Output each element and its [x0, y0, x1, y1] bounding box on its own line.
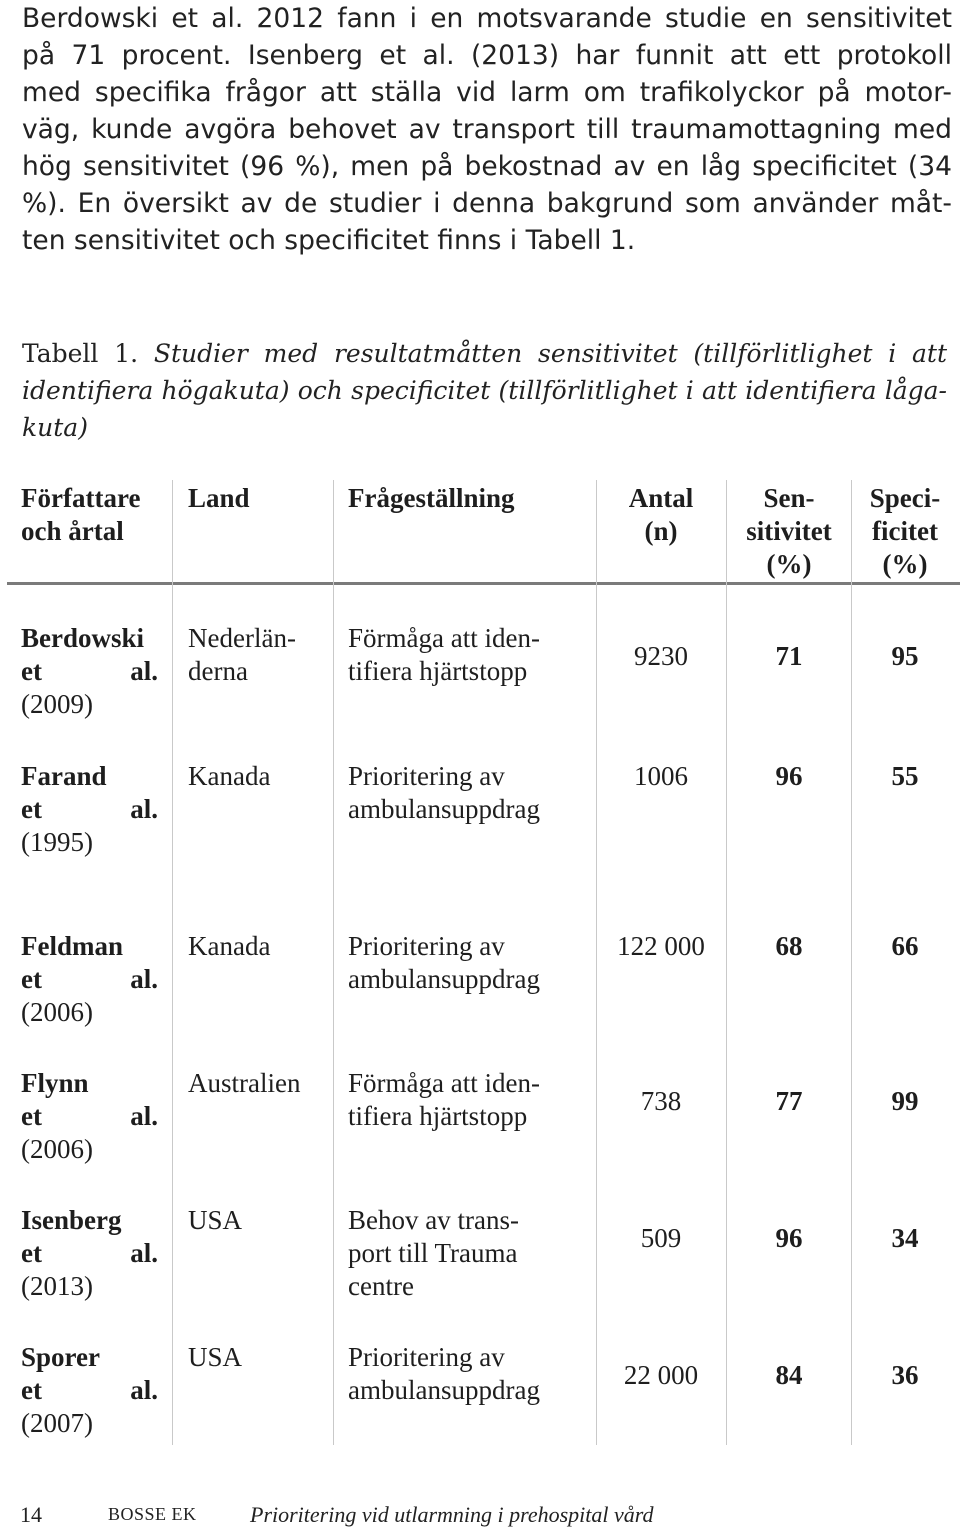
author-cell: Flynn	[21, 1068, 89, 1098]
author-cell: et al.	[21, 1238, 158, 1268]
header-specificity: (%)	[882, 549, 928, 579]
author-cell: (2013)	[21, 1271, 93, 1301]
intro-line: ten sensitivitet och specificitet finns i Tabell 1.	[22, 225, 636, 256]
author-cell: (2007)	[21, 1408, 93, 1438]
author-cell: (2009)	[21, 689, 93, 719]
country-cell: Kanada	[188, 931, 271, 961]
sensitivity-cell: 68	[775, 931, 803, 961]
author-cell: Isenberg	[21, 1205, 122, 1235]
intro-line: hög sensitivitet (96 %), men på bekostnad av en låg specificitet (34	[22, 151, 952, 182]
author-cell: Farand	[21, 761, 107, 791]
specificity-cell: 99	[891, 1086, 919, 1116]
question-cell: Prioritering av	[348, 931, 505, 961]
country-cell: Australien	[188, 1068, 301, 1098]
header-author: Författare	[21, 483, 141, 513]
author-cell: (2006)	[21, 1134, 93, 1164]
specificity-cell: 55	[891, 761, 919, 791]
question-cell: Prioritering av	[348, 761, 505, 791]
question-cell: ambulansuppdrag	[348, 1375, 540, 1405]
specificity-cell: 95	[891, 641, 919, 671]
sensitivity-cell: 71	[775, 641, 803, 671]
sensitivity-cell: 77	[775, 1086, 803, 1116]
header-sensitivity: Sen-	[763, 483, 815, 513]
question-cell: ambulansuppdrag	[348, 964, 540, 994]
header-count: Antal	[628, 483, 694, 513]
page-number: 14	[20, 1502, 42, 1527]
question-cell: Prioritering av	[348, 1342, 505, 1372]
author-cell: Berdowski	[21, 623, 145, 653]
sensitivity-cell: 84	[775, 1360, 803, 1390]
caption-line: identifiera högakuta) och specificitet (tillförlitlighet i att identifiera låga-	[22, 376, 947, 405]
column-separator	[172, 480, 173, 1445]
author-cell: (2006)	[21, 997, 93, 1027]
count-cell: 122 000	[617, 931, 705, 961]
question-cell: Förmåga att iden-	[348, 623, 540, 653]
author-cell: et al.	[21, 794, 158, 824]
author-cell: et al.	[21, 1375, 158, 1405]
specificity-cell: 66	[891, 931, 919, 961]
author-cell: et al.	[21, 1101, 158, 1131]
header-country: Land	[188, 483, 250, 513]
count-cell: 22 000	[623, 1360, 699, 1390]
footer-title: Prioritering vid utlarmning i prehospital vård	[250, 1502, 654, 1527]
caption-lead: Tabell 1.	[22, 339, 139, 368]
author-cell: (1995)	[21, 827, 93, 857]
header-author: och årtal	[21, 516, 124, 546]
count-cell: 509	[640, 1223, 682, 1253]
intro-line: väg, kunde avgöra behovet av transport till traumamottagning med	[22, 114, 952, 145]
question-cell: Behov av trans-	[348, 1205, 519, 1235]
author-cell: Feldman	[21, 931, 124, 961]
country-cell: USA	[188, 1205, 243, 1235]
header-sensitivity: sitivitet	[746, 516, 832, 546]
sensitivity-cell: 96	[775, 1223, 803, 1253]
header-specificity: ficitet	[872, 516, 938, 546]
intro-line: med specifika frågor att ställa vid larm om trafikolyckor på motor-	[22, 77, 952, 108]
intro-line: %). En översikt av de studier i denna bakgrund som använder måt-	[22, 188, 952, 219]
question-cell: tifiera hjärtstopp	[348, 656, 528, 686]
header-rule	[7, 582, 960, 585]
header-specificity: Speci-	[869, 483, 941, 513]
column-separator	[333, 480, 334, 1445]
country-cell: Kanada	[188, 761, 271, 791]
count-cell: 9230	[634, 641, 688, 671]
country-cell: USA	[188, 1342, 243, 1372]
sensitivity-cell: 96	[775, 761, 803, 791]
author-cell: Sporer	[21, 1342, 100, 1372]
question-cell: tifiera hjärtstopp	[348, 1101, 528, 1131]
intro-line: på 71 procent. Isenberg et al. (2013) har funnit att ett protokoll	[22, 40, 952, 71]
intro-line: Berdowski et al. 2012 fann i en motsvarande studie en sensitivitet	[22, 3, 952, 34]
country-cell: derna	[188, 656, 248, 686]
question-cell: port till Trauma	[348, 1238, 518, 1268]
question-cell: Förmåga att iden-	[348, 1068, 540, 1098]
question-cell: ambulansuppdrag	[348, 794, 540, 824]
author-cell: et al.	[21, 656, 158, 686]
count-cell: 738	[640, 1086, 682, 1116]
caption-line: kuta)	[22, 413, 88, 442]
author-cell: et al.	[21, 964, 158, 994]
header-question: Frågeställning	[348, 483, 515, 513]
page-footer	[0, 1500, 960, 1531]
header-sensitivity: (%)	[766, 549, 812, 579]
country-cell: Nederlän-	[188, 623, 296, 653]
header-count: (n)	[644, 516, 678, 546]
specificity-cell: 36	[891, 1360, 919, 1390]
footer-author: BOSSE EK	[108, 1504, 197, 1524]
specificity-cell: 34	[891, 1223, 919, 1253]
caption-text: Studier med resultatmåtten sensitivitet (tillförlitlighet i att	[138, 339, 947, 368]
question-cell: centre	[348, 1271, 414, 1301]
count-cell: 1006	[634, 761, 688, 791]
